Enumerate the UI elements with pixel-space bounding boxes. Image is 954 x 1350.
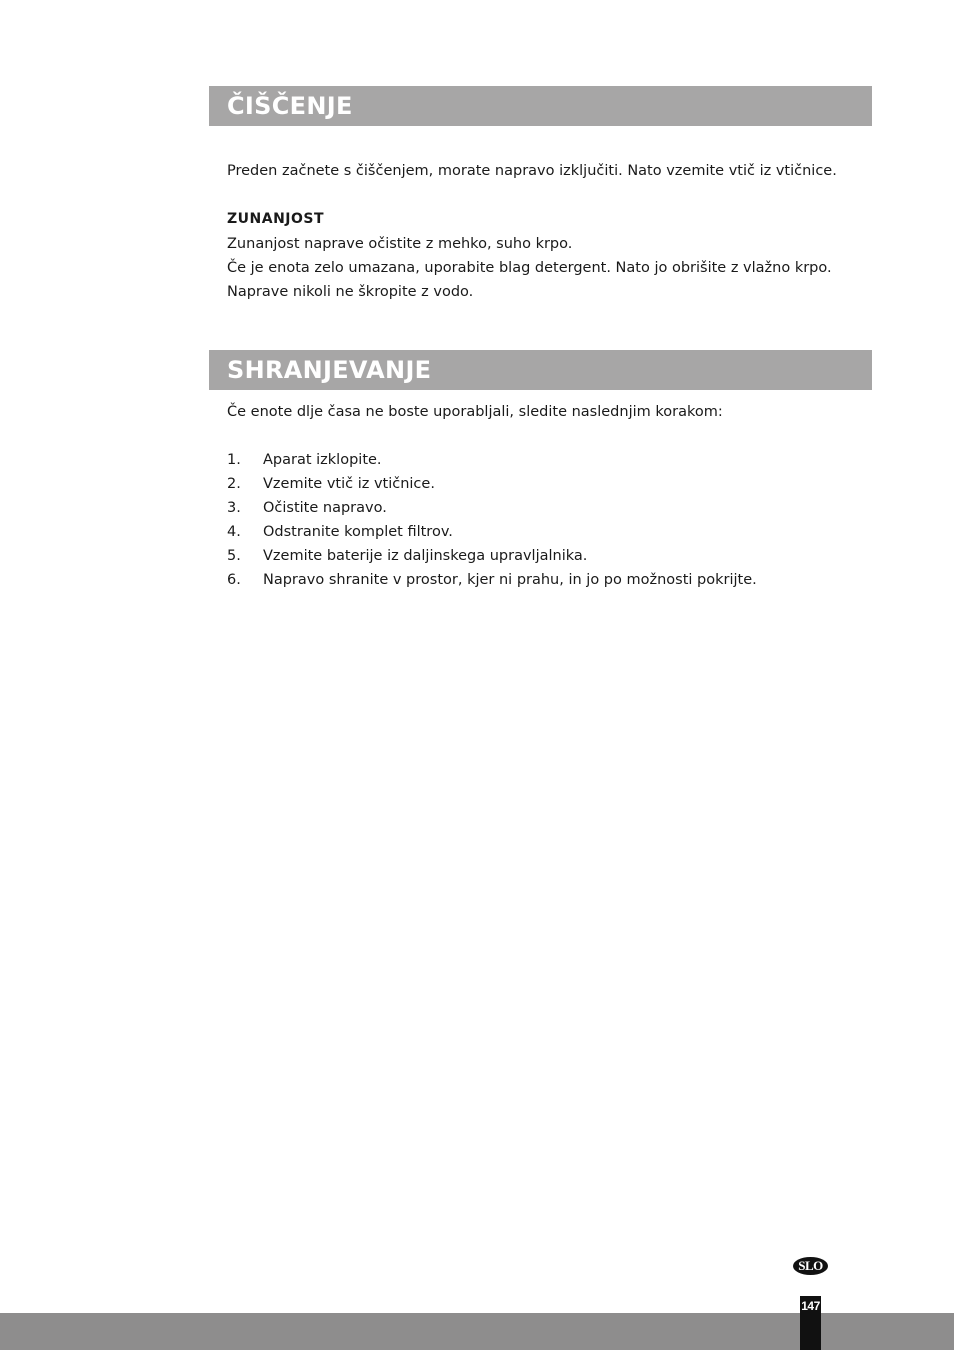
step-text: Napravo shranite v prostor, kjer ni prahu, in jo po možnosti pokrijte. <box>263 572 757 588</box>
step-number: 5. <box>227 548 241 564</box>
cleaning-intro: Preden začnete s čiščenjem, morate napravo izključiti. Nato vzemite vtič iz vtičnice. <box>227 163 837 179</box>
storage-steps-list <box>227 448 757 592</box>
exterior-line-3: Naprave nikoli ne škropite z vodo. <box>227 284 474 300</box>
step-text: Vzemite vtič iz vtičnice. <box>263 476 435 492</box>
section-header-storage <box>209 350 872 390</box>
step-number: 2. <box>227 476 241 492</box>
step-number: 1. <box>227 452 241 468</box>
list-item <box>227 496 757 520</box>
step-number: 6. <box>227 572 241 588</box>
step-text: Odstranite komplet filtrov. <box>263 524 453 540</box>
section-title-cleaning: ČIŠČENJE <box>227 92 353 120</box>
section-header-cleaning <box>209 86 872 126</box>
section-title-storage: SHRANJEVANJE <box>227 356 432 384</box>
step-number: 4. <box>227 524 241 540</box>
step-text: Aparat izklopite. <box>263 452 382 468</box>
step-text: Očistite napravo. <box>263 500 387 516</box>
exterior-line-2: Če je enota zelo umazana, uporabite blag detergent. Nato jo obrišite z vlažno krpo. <box>227 260 832 276</box>
language-badge: SLO <box>793 1257 828 1275</box>
list-item <box>227 520 757 544</box>
exterior-line-1: Zunanjost naprave očistite z mehko, suho krpo. <box>227 236 573 252</box>
exterior-heading: ZUNANJOST <box>227 211 325 227</box>
step-number: 3. <box>227 500 241 516</box>
step-text: Vzemite baterije iz daljinskega upravljalnika. <box>263 548 588 564</box>
list-item <box>227 568 757 592</box>
list-item <box>227 472 757 496</box>
storage-intro: Če enote dlje časa ne boste uporabljali, sledite naslednjim korakom: <box>227 404 723 420</box>
page-number: 147 <box>800 1296 821 1350</box>
list-item <box>227 448 757 472</box>
list-item <box>227 544 757 568</box>
